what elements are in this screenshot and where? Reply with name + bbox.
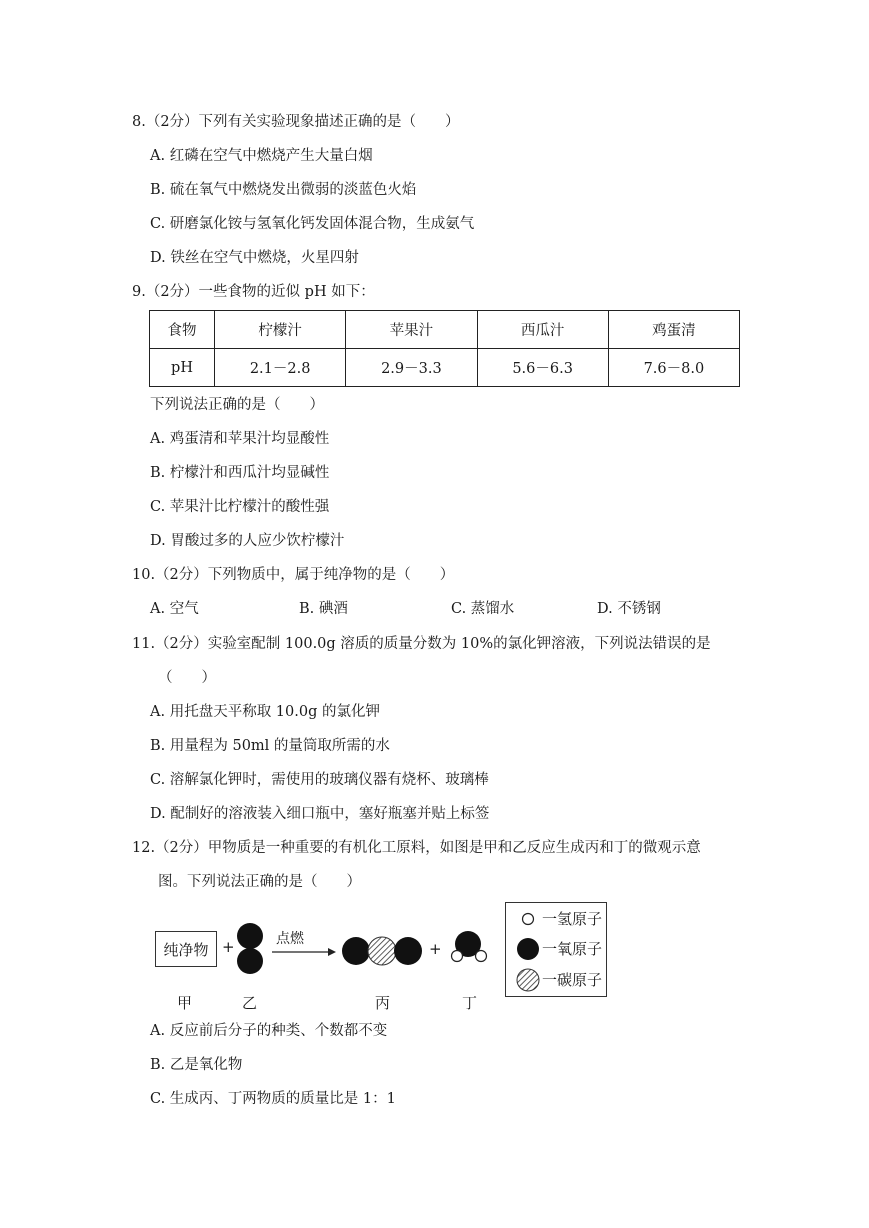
q11-stem: 11.（2分）实验室配制 100.0g 溶质的质量分数为 10%的氯化钾溶液，下列说法错误的是 (132, 636, 711, 652)
oxygen-atom (237, 948, 263, 974)
q12-stem: 12.（2分）甲物质是一种重要的有机化工原料，如图是甲和乙反应生成丙和丁的微观示意 (132, 840, 701, 856)
reaction-diagram (150, 902, 620, 1022)
table-cell: pH (150, 349, 215, 387)
q10-option-c: C. 蒸馏水 (451, 601, 515, 617)
table-cell: 2.9－3.3 (346, 349, 477, 387)
q11-option-a: A. 用托盘天平称取 10.0g 的氯化钾 (150, 704, 380, 720)
q12-option-b: B. 乙是氧化物 (150, 1057, 243, 1073)
arrow-label: 点燃 (276, 931, 304, 947)
label-jia: 甲 (177, 994, 193, 1012)
q9-stem: 9.（2分）一些食物的近似 pH 如下： (132, 284, 375, 300)
hydrogen-atom (476, 951, 487, 962)
q12-option-c: C. 生成丙、丁两物质的质量比是 1：1 (150, 1091, 396, 1107)
q9-option-d: D. 胃酸过多的人应少饮柠檬汁 (150, 533, 345, 549)
legend-swatches (506, 903, 542, 998)
legend-carbon: 一碳原子 (542, 971, 603, 989)
plus-sign: + (429, 940, 442, 958)
q12-stem-cont: 图。下列说法正确的是（ ） (158, 874, 361, 890)
q8-option-a: A. 红磷在空气中燃烧产生大量白烟 (150, 148, 373, 164)
table-row (150, 349, 740, 387)
oxygen-atom (342, 937, 370, 965)
label-bing: 丙 (375, 994, 391, 1012)
label-ding: 丁 (462, 994, 478, 1012)
table-header-row (150, 311, 740, 349)
q10-stem: 10.（2分）下列物质中，属于纯净物的是（ ） (132, 567, 455, 583)
carbon-swatch (517, 969, 539, 991)
table-cell: 苹果汁 (346, 311, 477, 349)
q9-option-a: A. 鸡蛋清和苹果汁均显酸性 (150, 431, 330, 447)
q11-option-c: C. 溶解氯化钾时，需使用的玻璃仪器有烧杯、玻璃棒 (150, 772, 489, 788)
arrow-head (328, 948, 336, 956)
oxygen-atom (237, 923, 263, 949)
legend-oxygen: 一氧原子 (542, 940, 603, 958)
plus-sign: + (222, 938, 235, 956)
ph-table (149, 310, 740, 387)
q8-option-c: C. 研磨氯化铵与氢氧化钙发固体混合物，生成氨气 (150, 216, 475, 232)
pure-substance-box: 纯净物 (155, 931, 217, 967)
q9-prompt: 下列说法正确的是（ ） (150, 397, 324, 413)
q11-stem-cont: （ ） (158, 670, 216, 686)
hydrogen-swatch (523, 914, 534, 925)
table-cell: 西瓜汁 (477, 311, 608, 349)
table-cell: 鸡蛋清 (608, 311, 739, 349)
table-cell: 5.6－6.3 (477, 349, 608, 387)
oxygen-atom (394, 937, 422, 965)
q8-option-d: D. 铁丝在空气中燃烧，火星四射 (150, 250, 359, 266)
q9-option-c: C. 苹果汁比柠檬汁的酸性强 (150, 499, 330, 515)
label-yi: 乙 (242, 994, 258, 1012)
legend-hydrogen: 一氢原子 (542, 910, 603, 928)
q12-option-a: A. 反应前后分子的种类、个数都不变 (150, 1023, 388, 1039)
table-cell: 2.1－2.8 (215, 349, 346, 387)
q8-option-b: B. 硫在氧气中燃烧发出微弱的淡蓝色火焰 (150, 182, 417, 198)
hydrogen-atom (452, 951, 463, 962)
q10-option-b: B. 碘酒 (299, 601, 348, 617)
q10-option-a: A. 空气 (150, 601, 199, 617)
table-cell: 7.6－8.0 (608, 349, 739, 387)
oxygen-swatch (517, 938, 539, 960)
q9-option-b: B. 柠檬汁和西瓜汁均显碱性 (150, 465, 330, 481)
q10-option-d: D. 不锈钢 (597, 601, 661, 617)
atom-legend (505, 902, 607, 997)
table-cell: 食物 (150, 311, 215, 349)
table-cell: 柠檬汁 (215, 311, 346, 349)
q11-option-b: B. 用量程为 50ml 的量筒取所需的水 (150, 738, 390, 754)
q11-option-d: D. 配制好的溶液装入细口瓶中，塞好瓶塞并贴上标签 (150, 806, 490, 822)
q8-stem: 8.（2分）下列有关实验现象描述正确的是（ ） (132, 114, 460, 130)
carbon-atom (368, 937, 396, 965)
